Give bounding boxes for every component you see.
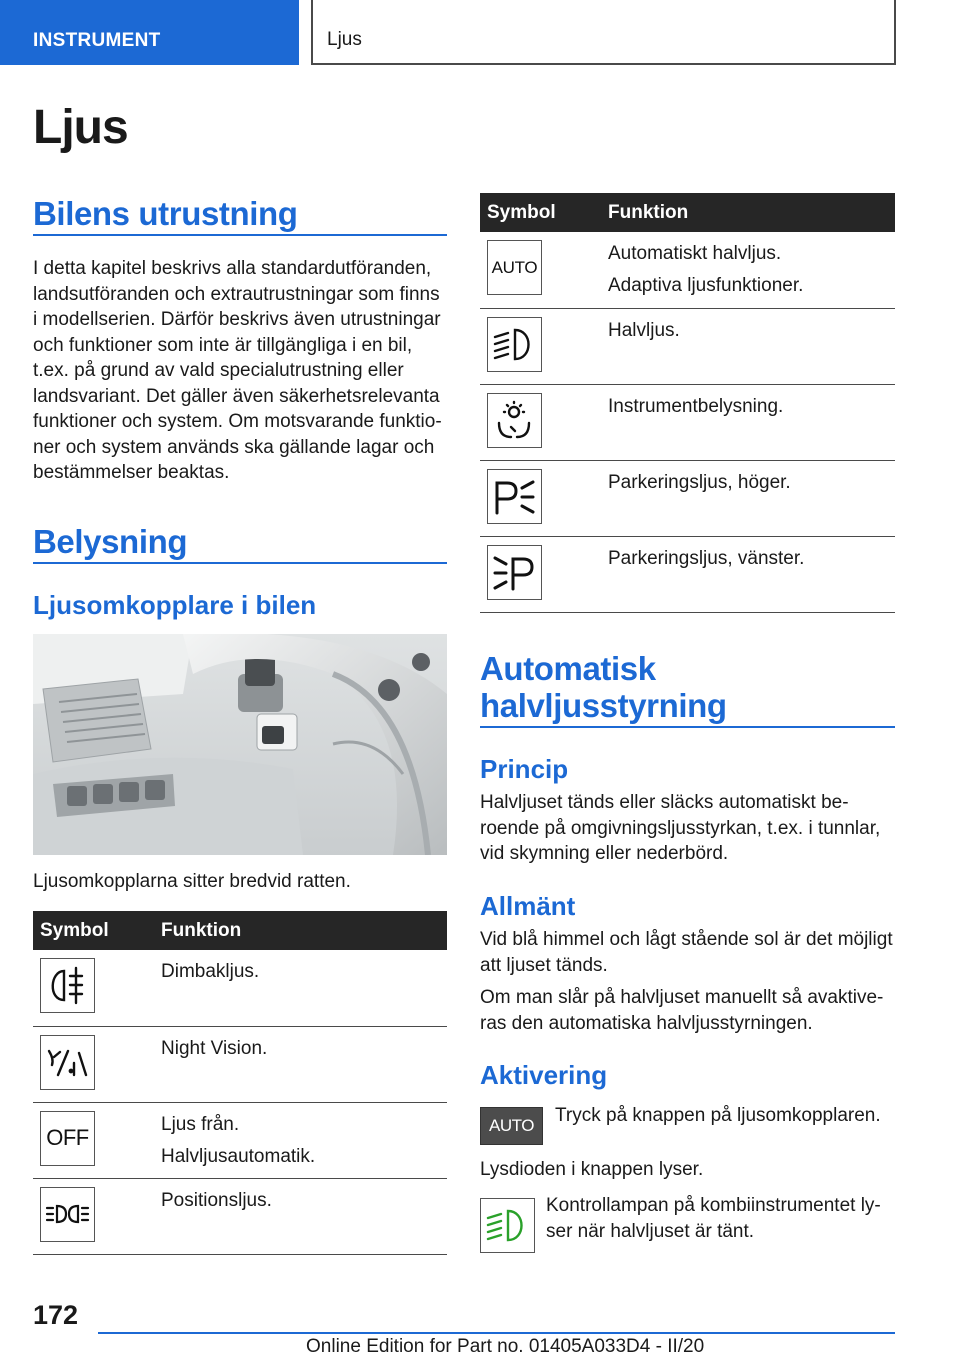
auto-button-icon: AUTO xyxy=(480,1107,543,1145)
function-text: Ljus från. xyxy=(161,1113,240,1135)
heading-line: Automatisk xyxy=(480,650,656,687)
function-text: Positionsljus. xyxy=(161,1189,272,1211)
heading-ljusomkopplare: Ljusomkopplare i bilen xyxy=(33,590,317,620)
low-beam-icon xyxy=(487,317,542,372)
text-line: ner och system används ska gällande lagar och xyxy=(33,436,435,458)
table-header-row xyxy=(33,911,447,950)
function-text: Halvljusautomatik. xyxy=(161,1145,316,1167)
table-row xyxy=(480,460,895,536)
dashboard-illustration xyxy=(33,634,447,855)
function-text: Dimbakljus. xyxy=(161,961,260,982)
instrument-lighting-icon xyxy=(487,393,542,448)
column-header-symbol: Symbol xyxy=(33,911,153,950)
table-header-row xyxy=(480,193,895,232)
heading-rule xyxy=(33,234,447,236)
topic-label: Ljus xyxy=(327,29,362,50)
heading-allmant: Allmänt xyxy=(480,891,576,921)
heading-belysning: Belysning xyxy=(33,523,188,560)
low-beam-indicator-icon xyxy=(480,1198,535,1253)
heading-automatisk-halvljusstyrning xyxy=(480,650,727,724)
table-row xyxy=(33,1102,447,1178)
table-row xyxy=(480,384,895,460)
parking-light-left-icon xyxy=(487,545,542,600)
table-row xyxy=(33,1026,447,1102)
text-line: Om man slår på halvljuset manuellt så avaktive- xyxy=(480,987,884,1008)
text-line: landsutföranden och extrautrustningar som finns xyxy=(33,283,440,305)
heading-line: halvljusstyrning xyxy=(480,687,727,724)
text-line: Halvljuset tänds eller släcks automatiskt be- xyxy=(480,792,849,813)
text-line: Vid blå himmel och lågt stående sol är det möjligt xyxy=(480,929,893,950)
left-symbol-table xyxy=(33,911,447,1255)
parking-light-right-icon xyxy=(487,469,542,524)
right-symbol-table xyxy=(480,193,895,613)
function-text: Halvljus. xyxy=(608,319,680,341)
text-line: roende på omgivningsljusstyrkan, t.ex. i tunnlar, xyxy=(480,817,881,839)
function-text: Instrumentbelysning. xyxy=(608,395,784,417)
page-title: Ljus xyxy=(33,101,128,154)
function-text: Automatiskt halvljus. xyxy=(608,243,782,264)
topic-tab[interactable] xyxy=(311,0,896,65)
text-line: funktioner och system. Om motsvarande funktio- xyxy=(33,411,442,432)
heading-aktivering: Aktivering xyxy=(480,1060,608,1090)
function-text: Adaptiva ljusfunktioner. xyxy=(608,275,804,296)
page-number: 172 xyxy=(33,1300,79,1330)
text-line: i modellserien. Därför beskrivs även utrustningar xyxy=(33,309,441,330)
heading-rule xyxy=(33,562,447,564)
text-line: att ljuset tänds. xyxy=(480,954,608,976)
position-light-icon xyxy=(40,1187,95,1242)
table-row xyxy=(33,1178,447,1254)
function-text: Parkeringsljus, höger. xyxy=(608,471,791,493)
heading-bilens-utrustning: Bilens utrustning xyxy=(33,195,298,232)
section-tab[interactable] xyxy=(0,0,299,65)
text-line: bestämmelser beaktas. xyxy=(33,462,230,483)
led-text: Lysdioden i knappen lyser. xyxy=(480,1159,704,1180)
photo-caption: Ljusomkopplarna sitter bredvid ratten. xyxy=(33,871,351,892)
column-header-symbol: Symbol xyxy=(480,193,600,232)
heading-princip: Princip xyxy=(480,754,569,784)
text-line: Kontrollampan på kombiinstrumentet ly- xyxy=(546,1195,881,1216)
table-row xyxy=(480,308,895,384)
night-vision-icon xyxy=(40,1035,95,1090)
function-text: Night Vision. xyxy=(161,1037,268,1059)
off-icon: OFF xyxy=(40,1111,95,1166)
text-line: ras den automatiska halvljusstyrningen. xyxy=(480,1012,813,1034)
auto-icon: AUTO xyxy=(487,240,542,295)
text-line: I detta kapitel beskrivs alla standardutföranden, xyxy=(33,258,432,279)
text-line: ser när halvljuset är tänt. xyxy=(546,1220,755,1242)
column-header-function: Funktion xyxy=(600,193,895,232)
indicator-paragraph xyxy=(546,1193,898,1244)
function-text: Parkeringsljus, vänster. xyxy=(608,547,805,569)
text-line: vid skymning eller nederbörd. xyxy=(480,843,729,864)
footer-rule xyxy=(98,1332,895,1334)
light-switch-photo xyxy=(33,634,447,855)
section-label: INSTRUMENT xyxy=(33,30,161,51)
text-line: och funktioner som inte är tillgängliga i en bil, xyxy=(33,334,413,356)
column-header-function: Funktion xyxy=(153,911,447,950)
allmant-paragraph-2 xyxy=(480,985,900,1036)
activation-step: Tryck på knappen på ljusomkopplaren. xyxy=(555,1105,881,1126)
intro-paragraph xyxy=(33,256,453,486)
heading-rule xyxy=(480,726,895,728)
edition-info: Online Edition for Part no. 01405A033D4 - II/20 xyxy=(306,1336,705,1357)
princip-paragraph xyxy=(480,790,900,867)
allmant-paragraph-1 xyxy=(480,927,900,978)
table-row xyxy=(480,536,895,612)
rear-fog-light-icon xyxy=(40,958,95,1013)
table-row xyxy=(480,232,895,308)
table-row xyxy=(33,950,447,1026)
text-line: t.ex. på grund av vald specialutrustning eller xyxy=(33,360,404,381)
text-line: landsvariant. Det gäller även säkerhetsrelevanta xyxy=(33,385,440,407)
